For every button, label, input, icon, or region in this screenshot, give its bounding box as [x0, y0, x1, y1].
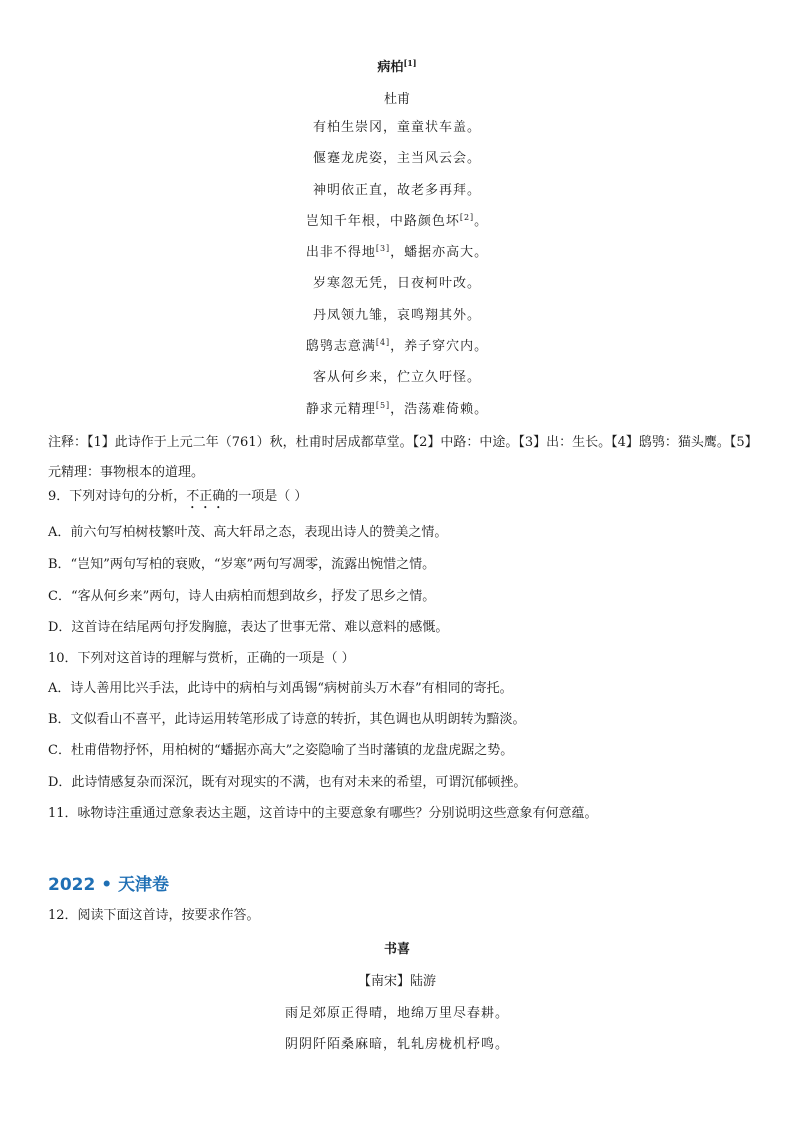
question-10-option-c[interactable]: C．杜甫借物抒怀，用柏树的“蟠据亦高大”之姿隐喻了当时藩镇的龙盘虎踞之势。 [48, 743, 514, 758]
footnote-marker: [5] [375, 400, 391, 410]
poem-line-text: 岂知千年根，中路颜色坏 [305, 213, 460, 229]
poem-notes: 注释：【1】此诗作于上元二年（761）秋，杜甫时居成都草堂。【2】中路：中途。【3】出：生长。【4】鸱鸮：猫头鹰。【5】元精理：事物根本的道理。 [48, 435, 752, 480]
poem-line-text: 静求元精理 [305, 401, 376, 417]
question-10-stem: 10．下列对这首诗的理解与赏析，正确的一项是（ ） [48, 651, 355, 666]
poem-body [0, 118, 794, 431]
question-9-stem-pre: 9．下列对诗句的分析， [48, 489, 187, 504]
section-separator: • [101, 875, 113, 895]
poem-title-note: [1] [403, 58, 417, 68]
poem-line: 客从何乡来，伫立久吁怪。 [312, 370, 481, 386]
poem-line [0, 400, 794, 431]
question-9-stem [48, 487, 754, 512]
poem-author: 杜甫 [383, 92, 410, 107]
poem-line-text: ，蟠据亦高大。 [390, 245, 489, 261]
poem-line [0, 243, 794, 274]
question-10-option-b[interactable]: B．文似看山不喜平，此诗运用转笔形成了诗意的转折，其色调也从明朗转为黯淡。 [48, 712, 526, 727]
question-9-option-a[interactable]: A．前六句写柏树枝繁叶茂、高大轩昂之态，表现出诗人的赞美之情。 [48, 525, 448, 540]
question-9-option-c[interactable]: C．“客从何乡来”两句，诗人由病柏而想到故乡，抒发了思乡之情。 [48, 589, 436, 604]
poem-title [0, 56, 794, 75]
poem-line-text: ，养子穿穴内。 [390, 339, 489, 355]
question-9-emphasis: 不正确 [186, 489, 226, 504]
poem-line: 神明依正直，故老多再拜。 [312, 182, 481, 198]
section-year: 2022 [48, 875, 96, 895]
poem-line: 岁寒忽无凭，日夜柯叶改。 [312, 276, 481, 292]
poem-line-text: 出非不得地 [305, 245, 376, 261]
poem-2-line: 雨足郊原正得晴，地绵万里尽春耕。 [284, 1006, 509, 1021]
poem-line [0, 212, 794, 243]
poem-2-author: 【南宋】陆游 [357, 974, 436, 989]
footnote-marker: [3] [375, 244, 391, 254]
poem-line-text: 。 [474, 213, 489, 229]
poem-title-text: 病柏 [377, 60, 404, 75]
question-9-option-b[interactable]: B．“岂知”两句写柏的衰败，“岁寒”两句写凋零，流露出惋惜之情。 [48, 557, 436, 572]
question-10-option-a[interactable]: A．诗人善用比兴手法，此诗中的病柏与刘禹锡“病树前头万木春”有相同的寄托。 [48, 681, 513, 696]
question-10-option-d[interactable]: D．此诗情感复杂而深沉，既有对现实的不满，也有对未来的希望，可谓沉郁顿挫。 [48, 775, 527, 790]
poem-line [0, 337, 794, 368]
question-11: 11．咏物诗注重通过意象表达主题，这首诗中的主要意象有哪些？分别说明这些意象有何意蕴。 [48, 806, 598, 821]
question-12: 12．阅读下面这首诗，按要求作答。 [48, 908, 260, 923]
poem-2-line: 阴阴阡陌桑麻暗，轧轧房栊机杼鸣。 [284, 1037, 509, 1052]
poem-line-text: ，浩荡难倚赖。 [390, 401, 489, 417]
section-heading [48, 870, 169, 895]
question-9-option-d[interactable]: D．这首诗在结尾两句抒发胸臆，表达了世事无常、难以意料的感慨。 [48, 620, 449, 635]
footnote-marker: [2] [459, 212, 475, 222]
question-9-stem-post: 的一项是（ ） [225, 489, 308, 504]
poem-line: 偃蹇龙虎姿，主当风云会。 [312, 151, 481, 167]
poem-line-text: 鸱鸮志意满 [305, 339, 376, 355]
footnote-marker: [4] [375, 338, 391, 348]
poem-line: 丹凤领九雏，哀鸣翔其外。 [312, 307, 481, 323]
poem-2-title: 书喜 [383, 942, 410, 957]
section-name: 天津卷 [118, 875, 170, 895]
poem-line: 有柏生崇冈，童童状车盖。 [312, 120, 481, 135]
